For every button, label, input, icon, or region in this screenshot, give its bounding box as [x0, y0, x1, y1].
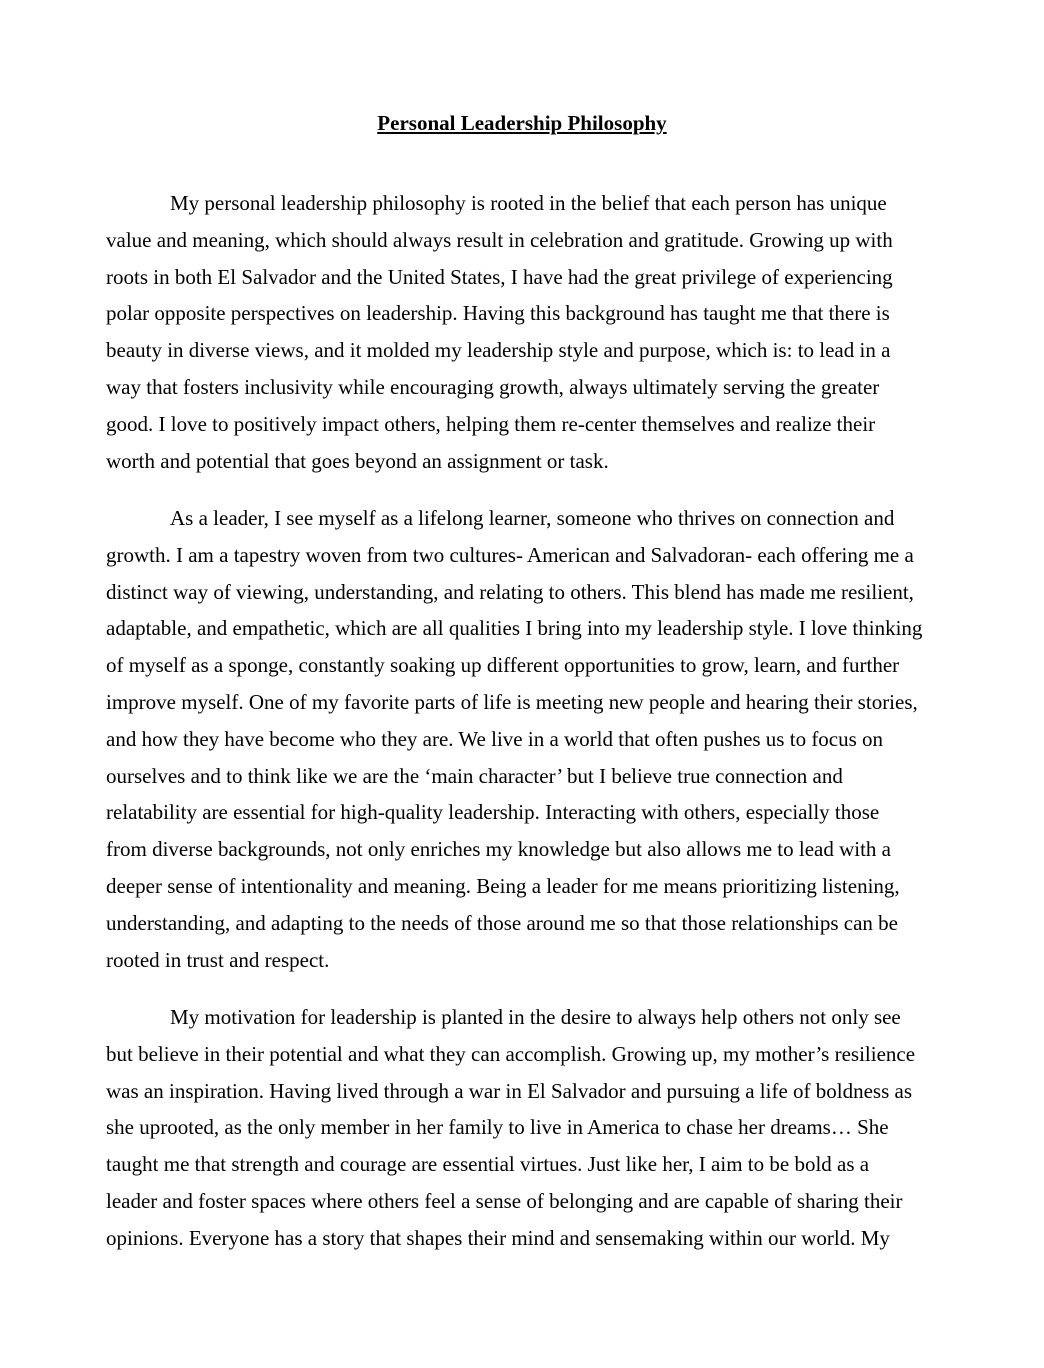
paragraph-line: beauty in diverse views, and it molded my leadership style and purpose, which is: to lead in a	[106, 338, 891, 363]
paragraph-line: rooted in trust and respect.	[106, 947, 330, 972]
paragraph-line: My motivation for leadership is planted in the desire to always help others not only see	[170, 1005, 901, 1029]
paragraph-line: was an inspiration. Having lived through a war in El Salvador and pursuing a life of boldness as	[106, 1078, 912, 1103]
paragraph-1	[106, 185, 938, 479]
paragraph-line: value and meaning, which should always result in celebration and gratitude. Growing up with	[106, 227, 893, 252]
paragraph-line: good. I love to positively impact others, helping them re-center themselves and realize their	[106, 411, 876, 436]
paragraph-line: distinct way of viewing, understanding, and relating to others. This blend has made me resilient,	[106, 579, 914, 604]
paragraph-line: but believe in their potential and what they can accomplish. Growing up, my mother’s resilience	[106, 1041, 916, 1066]
paragraph-line: she uprooted, as the only member in her family to live in America to chase her dreams… She	[106, 1115, 889, 1140]
document-title: Personal Leadership Philosophy	[377, 111, 667, 135]
paragraph-line: polar opposite perspectives on leadership. Having this background has taught me that there is	[106, 301, 890, 326]
paragraph-line: My personal leadership philosophy is rooted in the belief that each person has unique	[170, 191, 887, 215]
paragraph-line: leader and foster spaces where others feel a sense of belonging and are capable of sharing their	[106, 1188, 903, 1213]
paragraph-line: from diverse backgrounds, not only enriches my knowledge but also allows me to lead with a	[106, 837, 891, 862]
paragraph-line: taught me that strength and courage are essential virtues. Just like her, I aim to be bold as a	[106, 1152, 870, 1177]
paragraph-line: understanding, and adapting to the needs of those around me so that those relationships can be	[106, 910, 898, 935]
paragraph-line: opinions. Everyone has a story that shapes their mind and sensemaking within our world. My	[106, 1225, 890, 1250]
paragraph-line: relatability are essential for high-quality leadership. Interacting with others, especially those	[106, 800, 880, 825]
paragraph-line: adaptable, and empathetic, which are all qualities I bring into my leadership style. I love thinking	[106, 616, 923, 641]
paragraph-line: improve myself. One of my favorite parts of life is meeting new people and hearing their stories,	[106, 689, 918, 714]
paragraph-line: worth and potential that goes beyond an assignment or task.	[106, 448, 609, 473]
paragraph-3	[106, 999, 938, 1257]
paragraph-line: As a leader, I see myself as a lifelong learner, someone who thrives on connection and	[170, 506, 895, 530]
paragraph-line: roots in both El Salvador and the United States, I have had the great privilege of experiencing	[106, 264, 893, 289]
paragraph-line: way that fosters inclusivity while encouraging growth, always ultimately serving the greater	[106, 374, 880, 399]
paragraph-2	[106, 500, 938, 978]
paragraph-line: deeper sense of intentionality and meaning. Being a leader for me means prioritizing listening,	[106, 873, 900, 898]
paragraph-line: growth. I am a tapestry woven from two cultures- American and Salvadoran- each offering me a	[106, 542, 914, 567]
paragraph-line: of myself as a sponge, constantly soaking up different opportunities to grow, learn, and further	[106, 653, 900, 678]
paragraph-line: ourselves and to think like we are the ‘main character’ but I believe true connection and	[106, 763, 843, 788]
paragraph-line: and how they have become who they are. We live in a world that often pushes us to focus on	[106, 726, 884, 751]
